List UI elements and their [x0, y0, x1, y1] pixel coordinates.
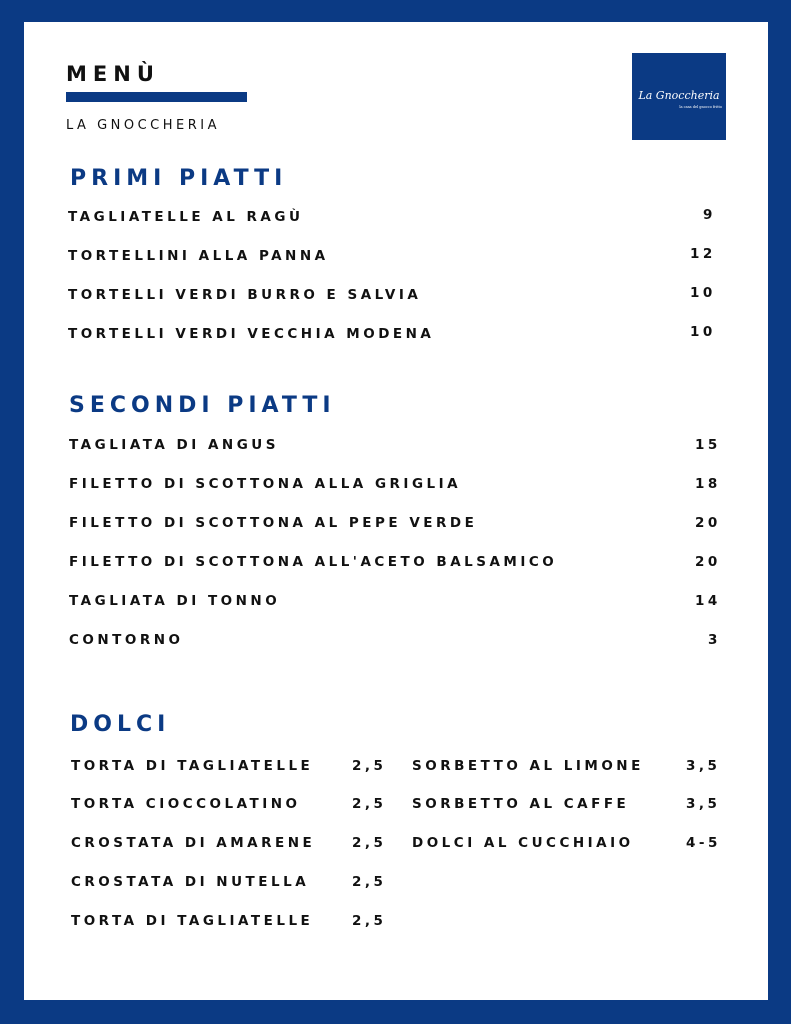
- restaurant-name: LA GNOCCHERIA: [66, 118, 221, 133]
- menu-item-name: TAGLIATA DI ANGUS: [69, 437, 279, 453]
- menu-item-price: 2,5: [352, 874, 387, 890]
- menu-item-price: 4-5: [686, 835, 721, 851]
- menu-item-name: FILETTO DI SCOTTONA AL PEPE VERDE: [69, 515, 478, 531]
- menu-item-name: TORTELLI VERDI VECCHIA MODENA: [68, 326, 435, 342]
- menu-item-name: TORTA DI TAGLIATELLE: [71, 758, 314, 774]
- menu-title: MENÙ: [66, 62, 160, 86]
- menu-item-price: 3,5: [686, 796, 721, 812]
- menu-item-price: 3: [708, 632, 721, 648]
- restaurant-logo: [632, 53, 726, 140]
- menu-item-name: TAGLIATA DI TONNO: [69, 593, 281, 609]
- menu-item-name: TORTA CIOCCOLATINO: [71, 796, 301, 812]
- menu-item-price: 2,5: [352, 913, 387, 929]
- menu-item-price: 18: [695, 476, 721, 492]
- menu-item-name: SORBETTO AL LIMONE: [412, 758, 644, 774]
- menu-page: [24, 22, 768, 1000]
- menu-item-price: 14: [695, 593, 721, 609]
- menu-item-price: 10: [690, 285, 716, 301]
- section-title-secondi: SECONDI PIATTI: [69, 393, 336, 418]
- menu-item-price: 2,5: [352, 835, 387, 851]
- section-title-primi: PRIMI PIATTI: [70, 166, 288, 191]
- title-underline: [66, 92, 247, 102]
- menu-item-name: TORTELLINI ALLA PANNA: [68, 248, 329, 264]
- section-title-dolci: DOLCI: [70, 712, 171, 737]
- menu-item-price: 20: [695, 515, 721, 531]
- menu-item-price: 20: [695, 554, 721, 570]
- menu-item-name: TORTELLI VERDI BURRO E SALVIA: [68, 287, 422, 303]
- menu-item-price: 15: [695, 437, 721, 453]
- menu-item-price: 2,5: [352, 758, 387, 774]
- menu-item-name: TORTA DI TAGLIATELLE: [71, 913, 314, 929]
- menu-item-price: 9: [703, 207, 716, 223]
- menu-item-price: 10: [690, 324, 716, 340]
- menu-item-name: FILETTO DI SCOTTONA ALLA GRIGLIA: [69, 476, 462, 492]
- menu-item-name: TAGLIATELLE AL RAGÙ: [68, 209, 304, 225]
- menu-item-price: 12: [690, 246, 716, 262]
- logo-tagline: la casa del gnocco fritto: [679, 105, 722, 109]
- menu-item-name: SORBETTO AL CAFFE: [412, 796, 630, 812]
- menu-item-name: DOLCI AL CUCCHIAIO: [412, 835, 634, 851]
- menu-item-name: CROSTATA DI NUTELLA: [71, 874, 310, 890]
- menu-item-price: 2,5: [352, 796, 387, 812]
- menu-item-name: CONTORNO: [69, 632, 184, 648]
- logo-name: La Gnoccheria: [638, 89, 720, 102]
- menu-item-name: CROSTATA DI AMARENE: [71, 835, 316, 851]
- menu-item-name: FILETTO DI SCOTTONA ALL'ACETO BALSAMICO: [69, 554, 558, 570]
- menu-item-price: 3,5: [686, 758, 721, 774]
